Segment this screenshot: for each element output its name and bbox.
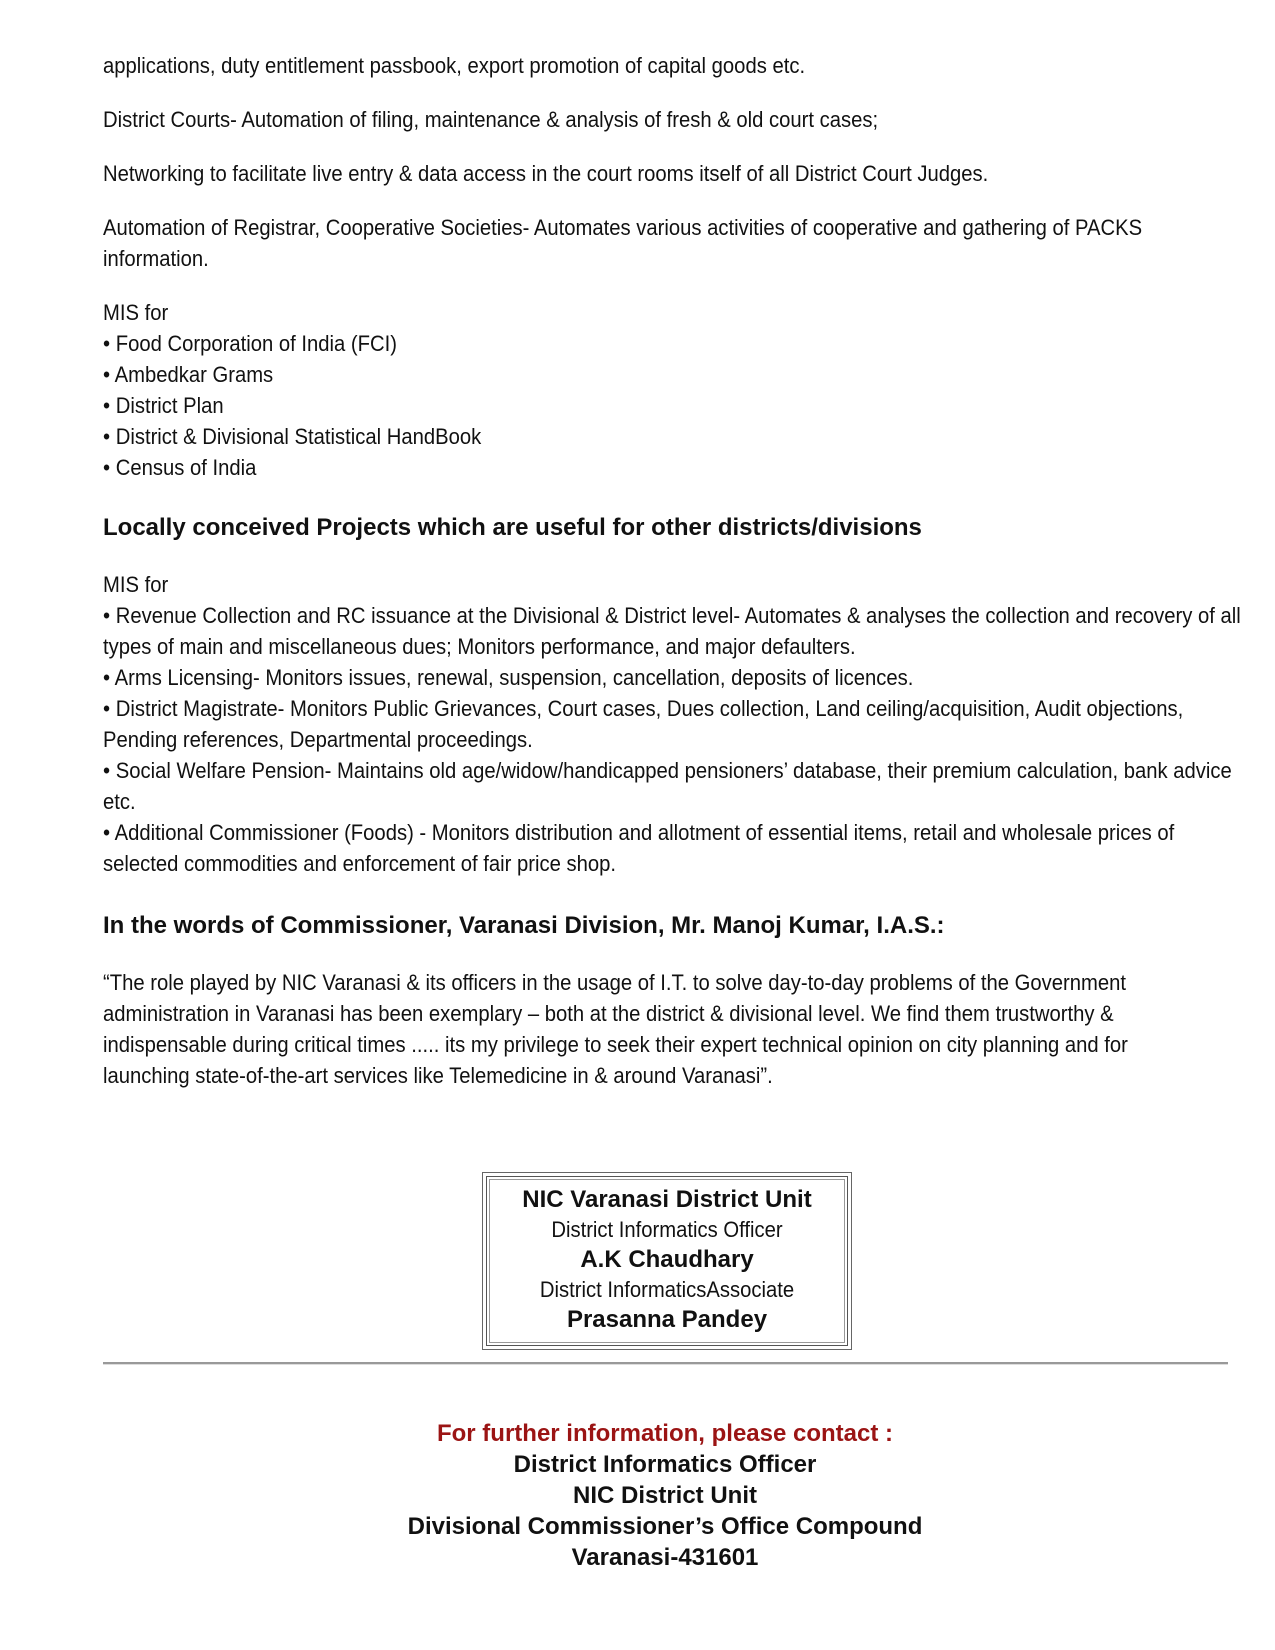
list-item: • Food Corporation of India (FCI) <box>103 331 397 356</box>
mis-label: MIS for <box>103 300 169 325</box>
contact-line-4: Varanasi-431601 <box>571 1544 759 1571</box>
main-content <box>103 50 1241 1114</box>
unit-box-name-2: Prasanna Pandey <box>566 1306 768 1333</box>
paragraph-applications: applications, duty entitlement passbook, export promotion of capital goods etc. <box>103 53 806 78</box>
list-item: • District Plan <box>103 393 224 418</box>
unit-box <box>482 1172 852 1350</box>
mis-list-2 <box>103 569 1248 879</box>
section-heading-commissioner: In the words of Commissioner, Varanasi Division, Mr. Manoj Kumar, I.A.S.: <box>103 912 945 939</box>
unit-box-inner <box>486 1176 848 1346</box>
list-item: • District Magistrate- Monitors Public Grievances, Court cases, Dues collection, Land ceiling/acquisition, Audit objections, Pending references, Departmental proceedings. <box>103 696 1184 752</box>
list-item: • Arms Licensing- Monitors issues, renewal, suspension, cancellation, deposits of licences. <box>103 665 914 690</box>
paragraph-district-courts: District Courts- Automation of filing, maintenance & analysis of fresh & old court cases; <box>103 107 879 132</box>
contact-prompt: For further information, please contact : <box>436 1420 894 1447</box>
list-item: • Census of India <box>103 455 257 480</box>
contact-line-1: District Informatics Officer <box>513 1451 817 1478</box>
mis-label: MIS for <box>103 572 169 597</box>
list-item: • Ambedkar Grams <box>103 362 274 387</box>
horizontal-divider <box>103 1362 1228 1365</box>
mis-list-1 <box>103 297 1207 483</box>
list-item: • District & Divisional Statistical HandBook <box>103 424 482 449</box>
unit-box-title: NIC Varanasi District Unit <box>522 1186 812 1213</box>
section-heading-local-projects: Locally conceived Projects which are useful for other districts/divisions <box>103 514 922 541</box>
unit-box-name-1: A.K Chaudhary <box>580 1246 754 1273</box>
contact-line-2: NIC District Unit <box>572 1482 757 1509</box>
list-item: • Additional Commissioner (Foods) - Monitors distribution and allotment of essential items, retail and wholesale prices of selected commodities and enforcement of fair price shop. <box>103 820 1175 876</box>
unit-box-role-2: District InformaticsAssociate <box>539 1277 795 1302</box>
contact-line-3: Divisional Commissioner’s Office Compound <box>407 1513 923 1540</box>
unit-box-role-1: District Informatics Officer <box>551 1217 783 1242</box>
paragraph-registrar: Automation of Registrar, Cooperative Societies- Automates various activities of cooperative and gathering of PACKS information. <box>103 215 1143 271</box>
paragraph-networking: Networking to facilitate live entry & data access in the court rooms itself of all District Court Judges. <box>103 161 989 186</box>
commissioner-quote: “The role played by NIC Varanasi & its officers in the usage of I.T. to solve day-to-day problems of the Government administration in Varanasi has been exemplary – both at the district & divisional level. We find them trustworthy & indispensable during critical times ..... its my privilege to seek their expert technical opinion on city planning and for launching state-of-the-art services like Telemedicine in & around Varanasi”. <box>103 970 1128 1088</box>
contact-block <box>0 1418 1275 1573</box>
list-item: • Social Welfare Pension- Maintains old age/widow/handicapped pensioners’ database, their premium calculation, bank advice etc. <box>103 758 1232 814</box>
list-item: • Revenue Collection and RC issuance at the Divisional & District level- Automates & analyses the collection and recovery of all types of main and miscellaneous dues; Monitors performance, and major defaulters. <box>103 603 1241 659</box>
